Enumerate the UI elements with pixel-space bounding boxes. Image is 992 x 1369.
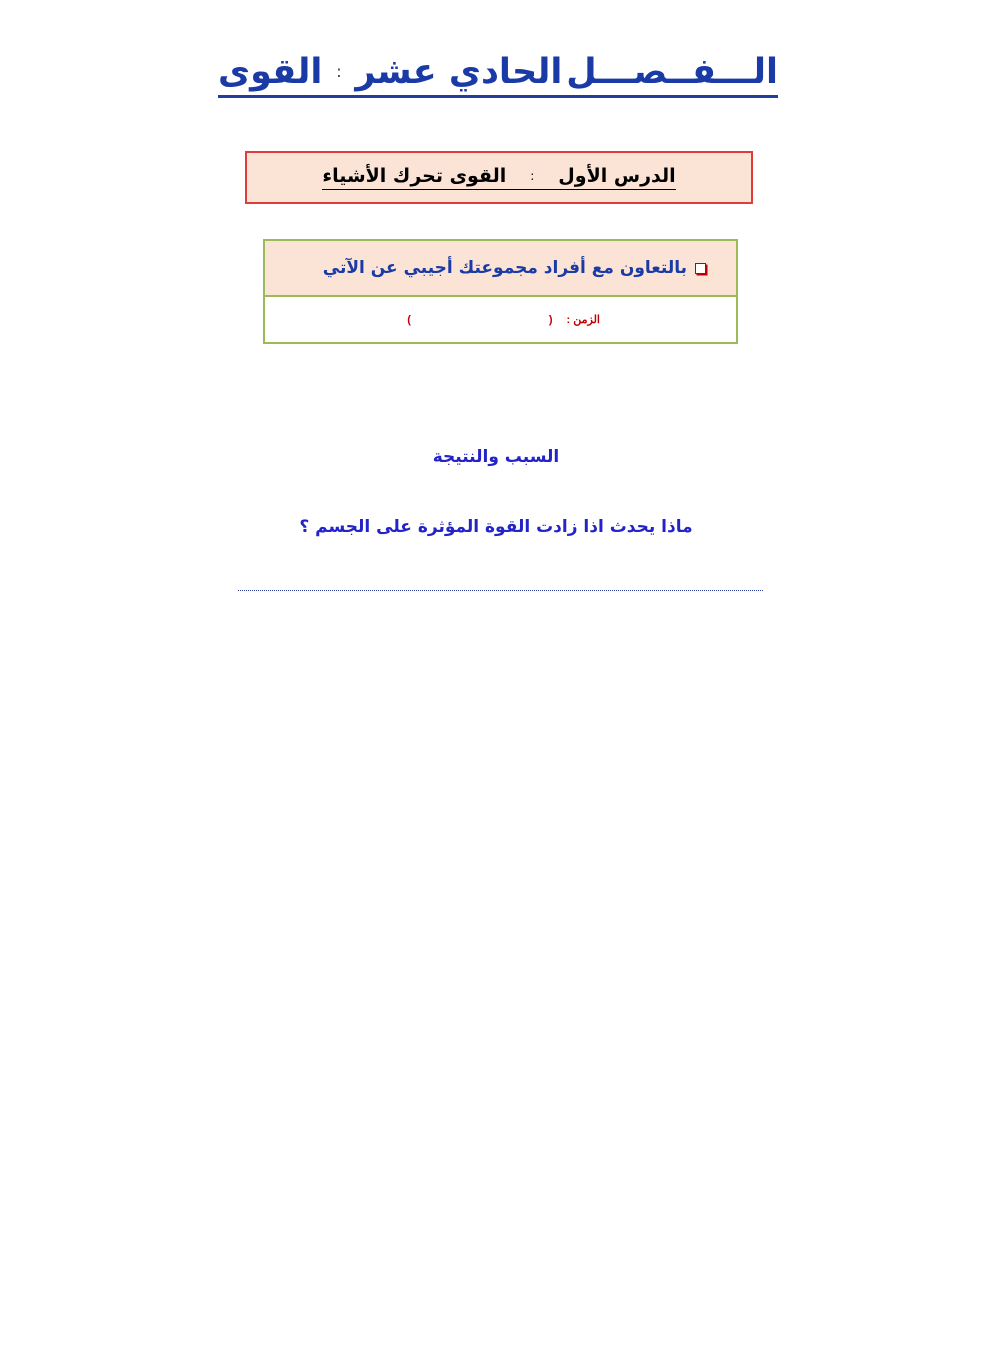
lesson-box xyxy=(245,151,753,204)
answer-line[interactable] xyxy=(238,590,763,591)
task-instruction: بالتعاون مع أفراد مجموعتك أجيبي عن الآتي xyxy=(322,258,687,278)
lesson-label: الدرس الأول xyxy=(558,165,676,187)
time-paren-close: ) xyxy=(407,313,411,326)
task-table xyxy=(263,239,738,344)
lesson-title xyxy=(322,165,675,190)
task-time-row xyxy=(265,297,736,342)
chapter-label: الـــفــصـــل xyxy=(566,51,778,92)
chapter-separator: : xyxy=(336,62,342,81)
time-paren-open: ( xyxy=(548,313,553,326)
question-text: ماذا يحدث اذا زادت القوة المؤثرة على الجسم ؟ xyxy=(299,517,693,537)
section-heading: السبب والنتيجة xyxy=(432,447,560,467)
lesson-separator: : xyxy=(530,169,535,183)
chapter-title: القوى xyxy=(218,51,323,92)
time-label: الزمن : xyxy=(566,314,600,326)
task-instruction-row xyxy=(265,241,736,297)
chapter-heading xyxy=(218,48,778,98)
lesson-name: القوى تحرك الأشياء xyxy=(322,165,507,187)
chapter-number: الحادي عشر xyxy=(355,51,563,92)
checkbox-bullet-icon xyxy=(695,263,706,274)
